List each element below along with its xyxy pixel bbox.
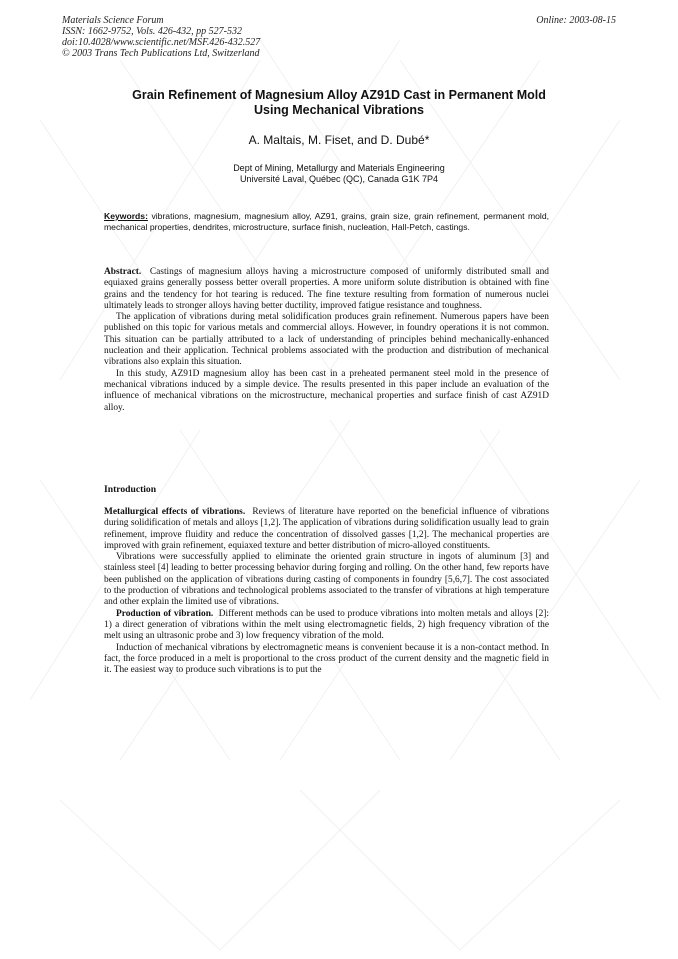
intro-lead-2: Production of vibration. (116, 608, 214, 619)
authors: A. Maltais, M. Fiset, and D. Dubé* (248, 133, 430, 147)
paper-title (90, 88, 588, 118)
abstract-paragraph-2: The application of vibrations during metal solidification produces grain refinement. Numerous papers have been published on this topic for various metals and commercial alloys. However, in foundry operations it is not common. This situation can be partially attributed to a lack of understanding of principles behind mechanically-enhanced nucleation and their application. Technical problems associated with the production and distribution of mechanical vibrations also explain this situation. (104, 312, 549, 368)
abstract-paragraph-1 (104, 267, 549, 312)
keywords-text: vibrations, magnesium, magnesium alloy, AZ91, grains, grain size, grain refinement, permanent mold, mechanical properties, dendrites, microstructure, surface finish, nucleation, Hall-Petch, castings. (104, 211, 550, 232)
intro-lead-1: Metallurgical effects of vibrations. (104, 507, 246, 517)
affiliation (90, 163, 588, 185)
journal-name: Materials Science Forum (62, 15, 164, 26)
keywords (104, 211, 549, 233)
intro-p3-text: Different methods can be used to produce vibrations into molten metals and alloys [2]: 1) a direct generation of vibrations within the melt using electromagnetic fields, 2) high frequency vibration of the melt using an ultrasonic probe and 3) low frequency vibration of the mold. (104, 608, 550, 642)
abstract-section (104, 267, 549, 414)
copyright-line: © 2003 Trans Tech Publications Ltd, Switzerland (62, 48, 260, 59)
title-line-2: Using Mechanical Vibrations (254, 103, 424, 117)
introduction-section (104, 507, 549, 676)
affiliation-line-1: Dept of Mining, Metallurgy and Materials Engineering (233, 163, 445, 173)
keywords-label: Keywords: (104, 211, 148, 221)
abstract-p1-text: Castings of magnesium alloys having a microstructure composed of uniformly distributed small and equiaxed grains generally possess better overall properties. A more uniform solute distribution is obtained with fine grains and the tendency for hot tearing is reduced. The fine texture resulting from formation of numerous nuclei ultimately leads to stronger alloys having better ductility, improved fatigue resistance and toughness. (104, 267, 549, 311)
doi-line[interactable]: doi:10.4028/www.scientific.net/MSF.426-432.527 (62, 37, 261, 48)
abstract-label: Abstract. (104, 267, 142, 277)
intro-paragraph-3 (104, 609, 549, 643)
title-line-1: Grain Refinement of Magnesium Alloy AZ91D Cast in Permanent Mold (132, 88, 546, 102)
intro-paragraph-4: Induction of mechanical vibrations by electromagnetic means is convenient because it is a non-contact method. In fact, the force produced in a melt is proportional to the cross product of the current density and the magnetic field in it. The easiest way to produce such vibrations is to put the (104, 642, 549, 676)
intro-p1-text: Reviews of literature have reported on the beneficial influence of vibrations during solidification of metals and alloys [1,2]. The application of vibrations during solidification usually lead to grain refinement, improve fluidity and reduce the concentration of dissolved gasses [1,2]. The mechanical properties are improved with grain refinement, equiaxed texture and better distribution of micro-alloyed constituents. (104, 507, 550, 551)
journal-header (62, 15, 260, 59)
issn-line: ISSN: 1662-9752, Vols. 426-432, pp 527-532 (62, 26, 242, 37)
intro-paragraph-1 (104, 507, 549, 552)
intro-paragraph-2: Vibrations were successfully applied to eliminate the oriented grain structure in ingots of aluminum [3] and stainless steel [4] leading to better processing behavior during forging and rolling. On the other hand, few reports have been published on the application of vibrations during casting of components in foundry [5,6,7]. The cost associated to the production of vibrations and technological problems associated to the transfer of vibrations at high temperature and other explain the limited use of vibrations. (104, 552, 549, 608)
introduction-heading: Introduction (104, 484, 157, 495)
online-date: Online: 2003-08-15 (536, 15, 616, 26)
affiliation-line-2: Université Laval, Québec (QC), Canada G1K 7P4 (239, 174, 439, 184)
abstract-paragraph-3: In this study, AZ91D magnesium alloy has been cast in a preheated permanent steel mold in the presence of mechanical vibrations induced by a simple device. The results presented in this paper include an evaluation of the influence of mechanical vibrations on the microstructure, mechanical properties and surface finish of cast AZ91D alloy. (104, 368, 549, 413)
